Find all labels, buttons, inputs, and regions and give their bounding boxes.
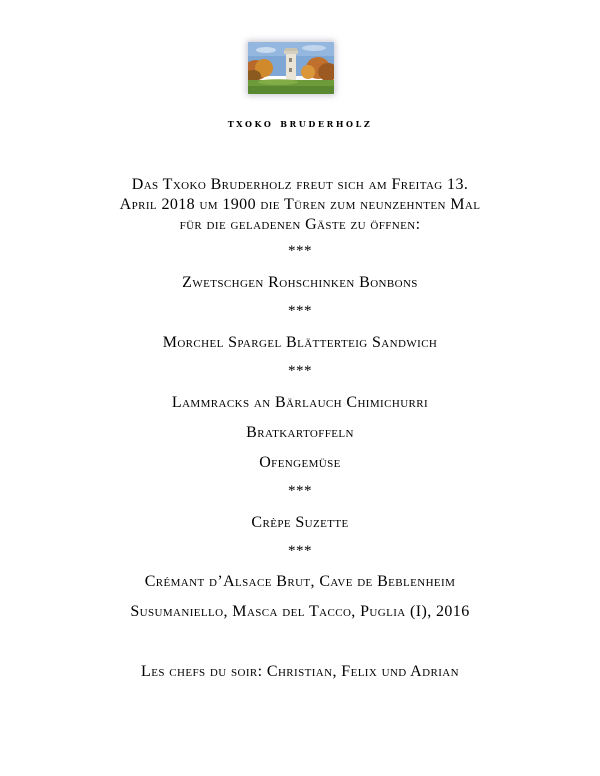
chefs-line: Les chefs du soir: Christian, Felix und Adrian	[141, 663, 459, 680]
wine-2: Susumaniello, Masca del Tacco, Puglia (I), 2016	[130, 603, 470, 620]
course-1: Zwetschgen Rohschinken Bonbons	[182, 274, 418, 291]
course-3-side-1: Bratkartoffeln	[246, 424, 354, 441]
separator: ***	[288, 303, 312, 319]
separator: ***	[288, 363, 312, 379]
course-2: Morchel Spargel Blätterteig Sandwich	[162, 334, 438, 351]
wine-1: Crémant d’Alsace Brut, Cave de Beblenheim	[144, 573, 456, 590]
restaurant-title: txoko bruderholz	[227, 116, 373, 130]
separator: ***	[288, 543, 312, 559]
tower-landscape-illustration	[248, 42, 334, 94]
separator: ***	[288, 483, 312, 499]
separator: ***	[288, 243, 312, 259]
intro-line-1: Das Txoko Bruderholz freut sich am Freitag 13.	[131, 176, 469, 193]
course-3-side-2: Ofengemüse	[259, 454, 341, 471]
course-3-main: Lammracks an Bärlauch Chimichurri	[171, 394, 429, 411]
dessert: Crèpe Suzette	[251, 514, 349, 531]
intro-line-2: April 2018 um 1900 die Türen zum neunzehnten Mal	[119, 196, 481, 213]
intro-line-3: für die geladenen Gäste zu öffnen:	[179, 216, 421, 233]
tower-landscape-image	[248, 42, 334, 94]
